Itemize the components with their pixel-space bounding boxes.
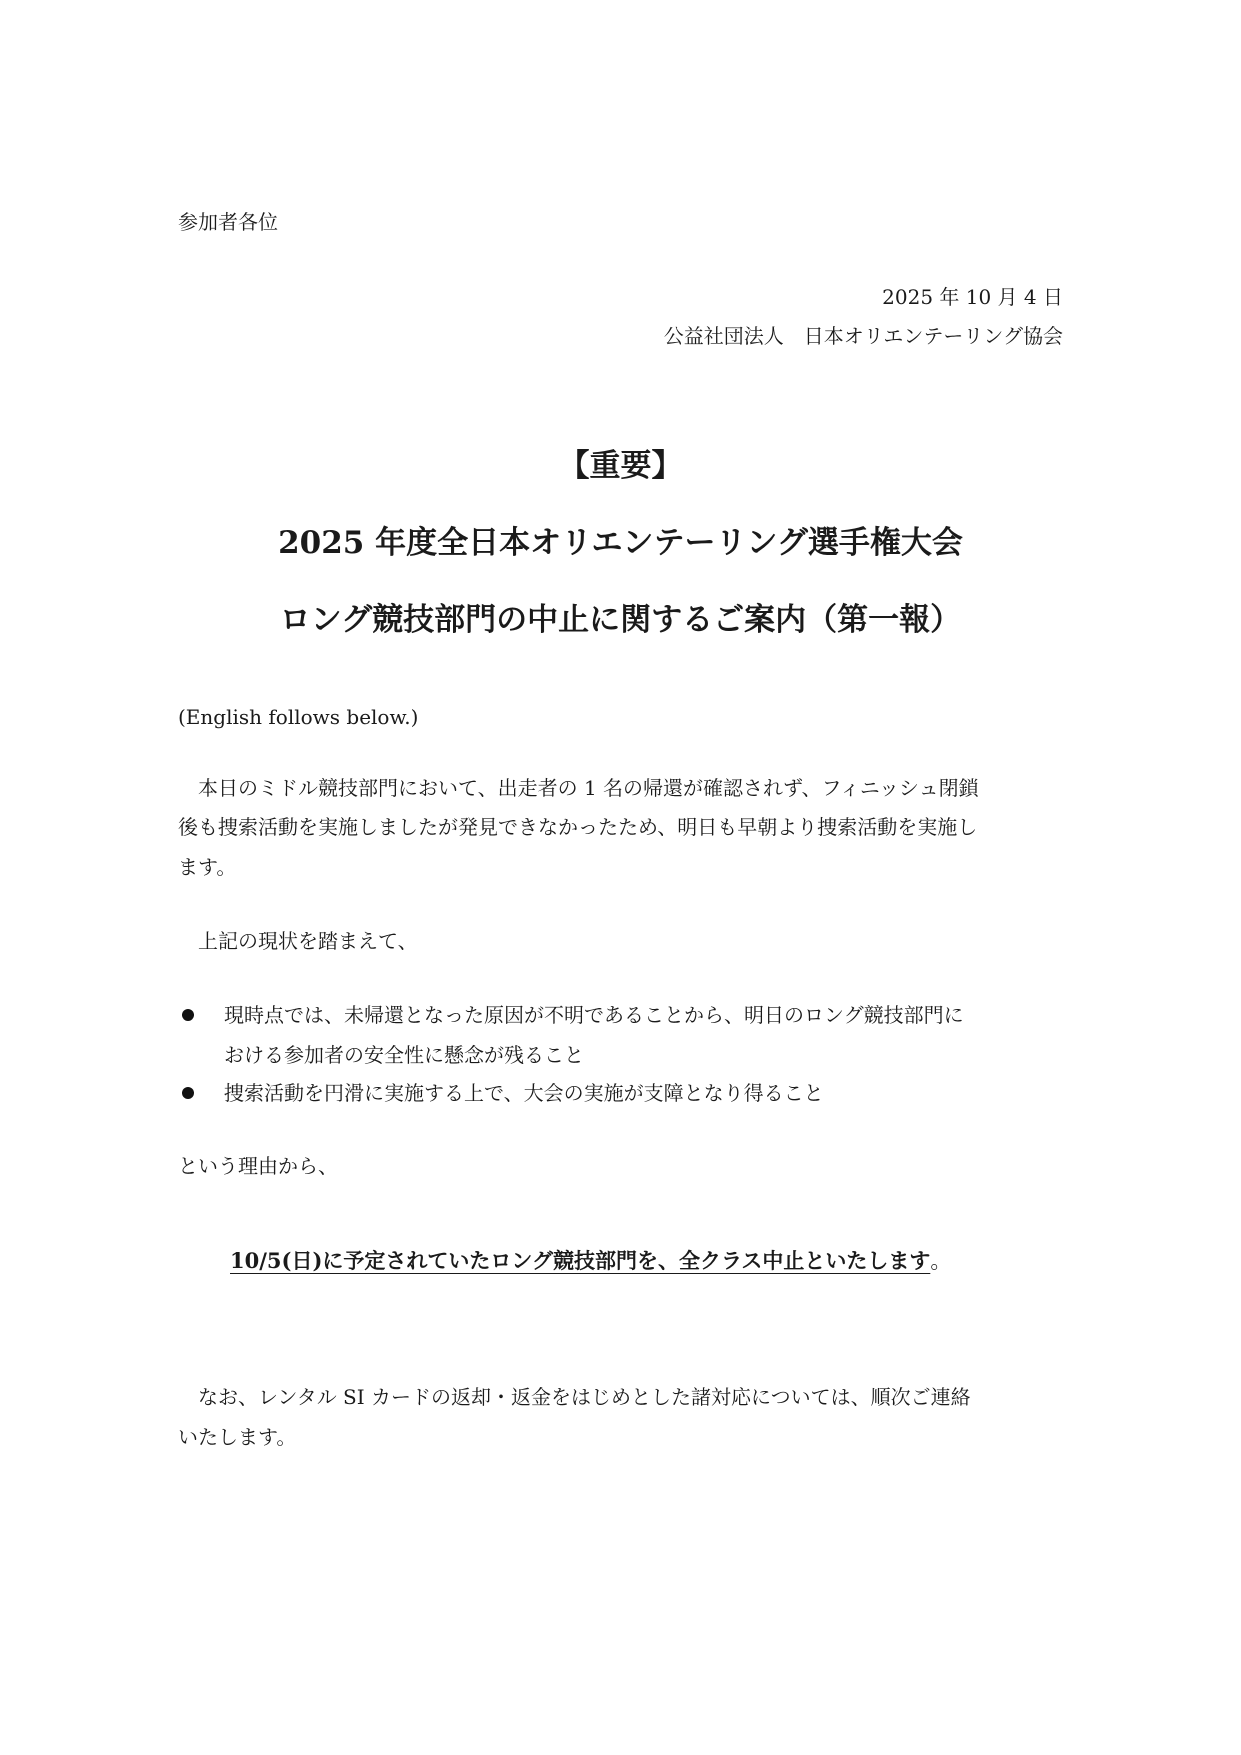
title-line-2: ロング競技部門の中止に関するご案内（第一報） xyxy=(279,602,962,638)
cancellation-announcement xyxy=(230,1247,951,1275)
paragraph1-line2: 後も捜索活動を実施しましたが発見できなかったため、明日も早朝より捜索活動を実施し xyxy=(178,815,978,839)
bullet-dot-1 xyxy=(182,1009,194,1021)
title-tag: 【重要】 xyxy=(558,448,683,484)
bullet2-line1: 捜索活動を円滑に実施する上で、大会の実施が支障となり得ること xyxy=(224,1081,824,1105)
title-line-1: 2025 年度全日本オリエンテーリング選手権大会 xyxy=(278,525,963,561)
reason-closing: という理由から、 xyxy=(178,1154,338,1178)
english-note: (English follows below.) xyxy=(178,705,419,729)
announcement-emphasis: 10/5(日)に予定されていたロング競技部門を、全クラス中止といたします xyxy=(230,1248,931,1273)
bullet1-line2: おける参加者の安全性に懸念が残ること xyxy=(224,1043,584,1067)
announcement-period: 。 xyxy=(930,1249,952,1273)
paragraph3-line2: いたします。 xyxy=(178,1425,297,1449)
issuing-organization: 公益社団法人 日本オリエンテーリング協会 xyxy=(663,324,1063,348)
bullet1-line1: 現時点では、未帰還となった原因が不明であることから、明日のロング競技部門に xyxy=(224,1003,964,1027)
paragraph2: 上記の現状を踏まえて、 xyxy=(198,929,418,953)
recipients: 参加者各位 xyxy=(178,210,278,234)
paragraph1-line3: ます。 xyxy=(178,855,237,879)
paragraph3-line1: なお、レンタル SI カードの返却・返金をはじめとした諸対応については、順次ご連絡 xyxy=(198,1385,971,1409)
paragraph1-line1: 本日のミドル競技部門において、出走者の 1 名の帰還が確認されず、フィニッシュ閉鎖 xyxy=(198,776,979,800)
bullet-dot-2 xyxy=(182,1087,194,1099)
document-date: 2025 年 10 月 4 日 xyxy=(882,285,1063,309)
